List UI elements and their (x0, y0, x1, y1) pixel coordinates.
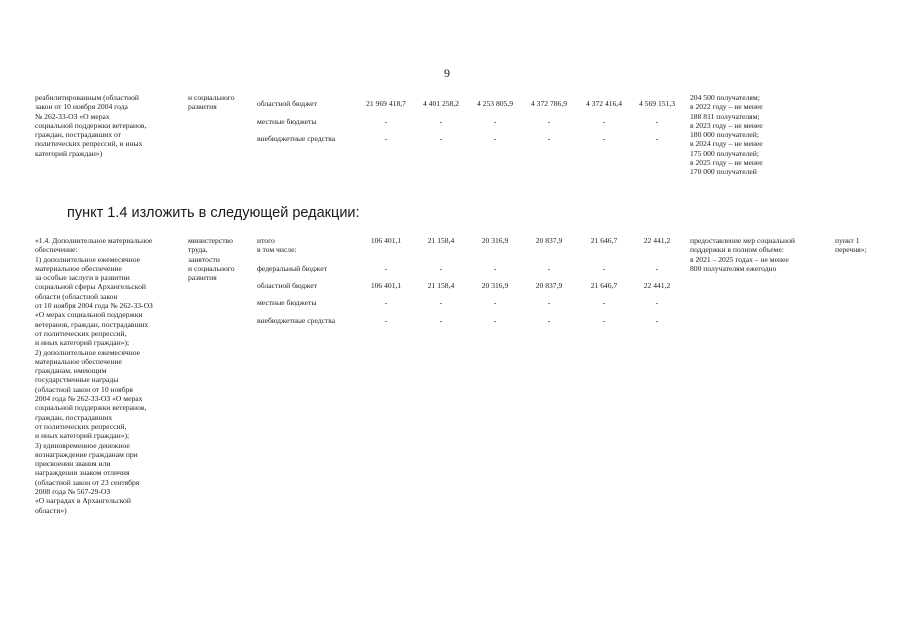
funding-source: местные бюджеты (257, 298, 317, 307)
funding-value: - (602, 316, 606, 325)
funding-value: - (493, 298, 497, 307)
funding-value: - (602, 134, 606, 143)
funding-source: федеральный бюджет (257, 264, 327, 273)
funding-value: - (384, 264, 388, 273)
funding-value: - (439, 298, 443, 307)
funding-value: - (493, 134, 497, 143)
funding-value: - (439, 316, 443, 325)
funding-value: - (493, 316, 497, 325)
funding-value: - (602, 298, 606, 307)
funding-value: - (439, 264, 443, 273)
funding-value: - (493, 264, 497, 273)
funding-value: 106 401,1 (370, 236, 402, 245)
funding-value: 4 372 786,9 (530, 99, 568, 108)
funding-value: - (655, 134, 659, 143)
funding-value: 21 158,4 (427, 236, 455, 245)
funding-value: - (547, 298, 551, 307)
funding-value: - (384, 117, 388, 126)
funding-value: - (439, 117, 443, 126)
bottom-executor: министерство труда, занятости и социального развития (188, 236, 235, 283)
funding-source: итого в том числе: (257, 236, 297, 255)
funding-value: 20 316,9 (481, 281, 509, 290)
funding-value: - (602, 264, 606, 273)
funding-value: 21 158,4 (427, 281, 455, 290)
funding-value: 21 646,7 (590, 281, 618, 290)
funding-value: 22 441,2 (643, 281, 671, 290)
funding-value: 21 969 418,7 (366, 99, 406, 108)
bottom-program-text: «1.4. Дополнительное материальное обеспечение: 1) дополнительное ежемесячное материальное обеспечение за особые заслуги в развитии социальной сферы Архангельской области (областной закон от 10 ноября 2004 года № 262-33-ОЗ «О мерах социальной поддержки ветеранов, граждан, пострадавших от политических репрессий, и иных категорий граждан»); 2) дополнительное ежемесячное материальное обеспечение гражданам, имеющим государственные награды (областной закон от 10 ноября 2004 года № 262-33-ОЗ «О мерах социальной поддержки ветеранов, граждан, пострадавших от политических репрессий, и иных категорий граждан»); 3) единовременное денежное вознаграждение гражданам при присвоении звания или награждении знаком отличия (областной закон от 23 сентября 2008 года № 567-29-ОЗ «О наградах в Архангельской области») (35, 236, 153, 515)
funding-value: - (493, 117, 497, 126)
funding-value: - (547, 264, 551, 273)
bottom-result: предоставление мер социальной поддержки в полном объеме: в 2021 – 2025 годах – не менее 800 получателям ежегодно (690, 236, 795, 273)
funding-value: - (547, 316, 551, 325)
funding-value: 4 401 258,2 (422, 99, 460, 108)
funding-value: - (547, 134, 551, 143)
funding-value: 106 401,1 (370, 281, 402, 290)
funding-value: 20 316,9 (481, 236, 509, 245)
funding-value: 4 253 805,9 (476, 99, 514, 108)
funding-value: - (655, 298, 659, 307)
top-program-text: реабилитированным (областной закон от 10 ноября 2004 года № 262-33-ОЗ «О мерах социальной поддержки ветеранов, граждан, пострадавших от политических репрессий, и иных категорий граждан») (35, 93, 147, 158)
funding-source: областной бюджет (257, 99, 317, 108)
funding-value: - (384, 316, 388, 325)
funding-value: - (602, 117, 606, 126)
top-result: 204 500 получателям; в 2022 году – не менее 188 811 получателям; в 2023 году – не менее 180 000 получателей; в 2024 году – не менее 175 000 получателей; в 2025 году – не менее 170 000 получателей (690, 93, 763, 177)
funding-source: внебюджетные средства (257, 134, 336, 143)
section-heading: пункт 1.4 изложить в следующей редакции: (67, 205, 360, 221)
funding-value: 4 372 416,4 (585, 99, 623, 108)
funding-value: - (655, 264, 659, 273)
funding-value: 22 441,2 (643, 236, 671, 245)
page-number: 9 (444, 66, 450, 80)
funding-value: 21 646,7 (590, 236, 618, 245)
funding-source: областной бюджет (257, 281, 317, 290)
top-executor: и социального развития (188, 93, 235, 112)
funding-value: 20 837,9 (535, 236, 563, 245)
funding-value: - (384, 134, 388, 143)
funding-value: - (547, 117, 551, 126)
funding-value: - (655, 117, 659, 126)
funding-value: - (384, 298, 388, 307)
funding-value: 20 837,9 (535, 281, 563, 290)
funding-value: - (439, 134, 443, 143)
funding-source: внебюджетные средства (257, 316, 336, 325)
funding-value: 4 569 151,3 (638, 99, 676, 108)
funding-source: местные бюджеты (257, 117, 317, 126)
funding-value: - (655, 316, 659, 325)
bottom-reference: пункт 1 перечня»; (835, 236, 867, 255)
